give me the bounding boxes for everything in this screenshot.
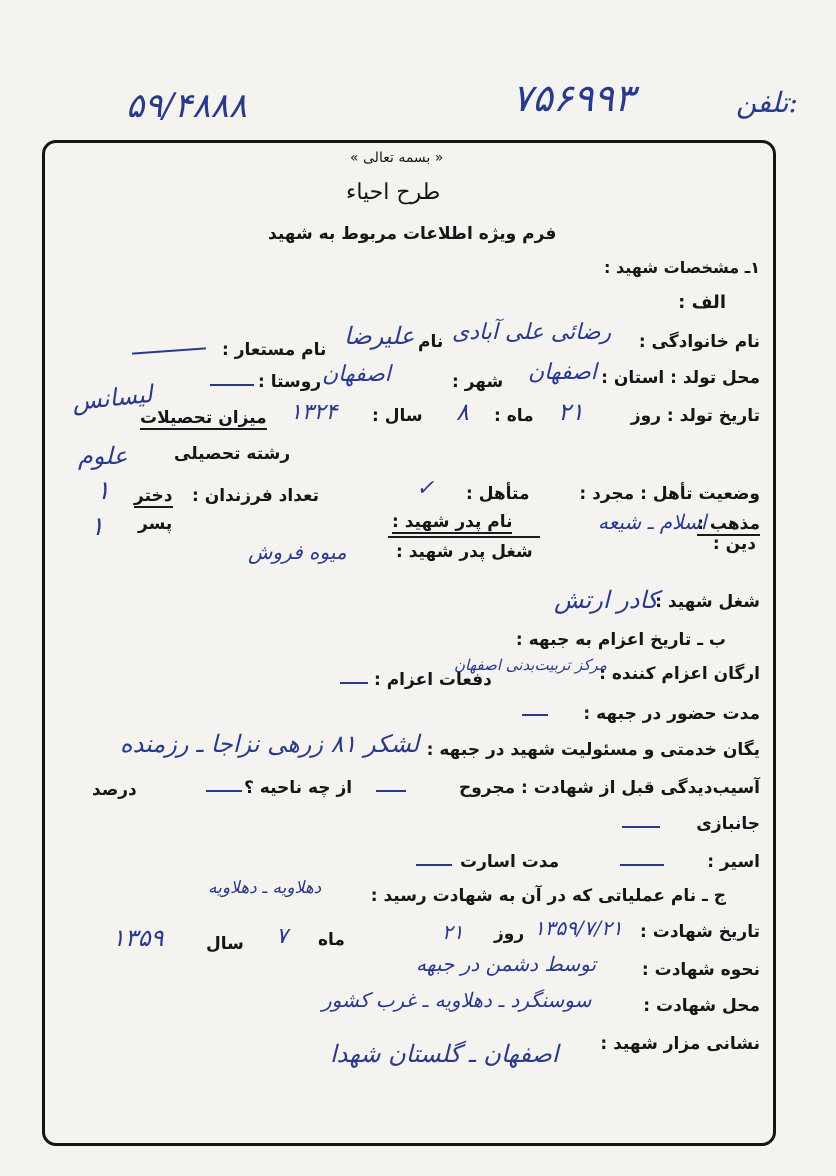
manner-value: توسط دشمن در جبهه (416, 952, 597, 976)
place-value: سوسنگرد ـ دهلاویه ـ غرب کشور (322, 988, 592, 1012)
captivity-value-dash (416, 864, 452, 866)
birth-month-label: ماه : (494, 406, 534, 426)
section-c-title: ج ـ نام عملیاتی که در آن به شهادت رسید : (370, 886, 726, 906)
martyr-month-value: ۷ (276, 924, 288, 949)
alef-label: الف : (678, 292, 726, 313)
birth-year-value: ۱۳۲۴ (290, 400, 338, 425)
injury-value-dash (376, 790, 406, 792)
where-label: از چه ناحیه ؟ (244, 778, 353, 798)
martyr-day-value: ۲۱ (442, 920, 464, 944)
place-label: محل شهادت : (643, 996, 760, 1016)
martyr-date-value: ۱۳۵۹/۷/۲۱ (534, 916, 623, 940)
son-value: ۱ (90, 512, 104, 542)
unit-label: یگان خدمتی و مسئولیت شهید در جبهه : (426, 740, 760, 760)
martyr-day-label: روز (494, 924, 525, 944)
section-b-title: ب ـ تاریخ اعزام به جبهه : (515, 630, 726, 650)
job-value: کادر ارتش (554, 586, 659, 614)
city-value: اصفهان (322, 362, 391, 387)
province-value: اصفهان (528, 360, 597, 385)
veteran-label: جانبازی (696, 814, 760, 834)
grave-label: نشانی مزار شهید : (600, 1034, 760, 1054)
archive-number-left: ۵۹/۴۸۸۸ (126, 86, 248, 126)
field-label: رشته تحصیلی (174, 444, 291, 464)
where-value-dash (206, 790, 242, 792)
father-job-value: میوه فروش (248, 540, 347, 564)
org-value: مرکز تربیت‌بدنی اصفهان (454, 656, 607, 674)
father-name-label: نام پدر شهید : (392, 512, 513, 532)
archive-number-center: ۷۵۶۹۹۳ (512, 76, 635, 120)
birth-day-value: ۲۱ (558, 398, 584, 426)
martyr-month-label: ماه (318, 930, 345, 950)
manner-label: نحوه شهادت : (641, 960, 760, 980)
family-label: نام خانوادگی : (638, 332, 760, 352)
daughter-label: دختر (134, 486, 173, 506)
martyr-year-label: سال (206, 934, 244, 954)
father-job-label: شغل پدر شهید : (396, 542, 533, 562)
veteran-value-dash (622, 826, 660, 828)
village-label: روستا : (258, 372, 322, 392)
duration-value-dash (522, 714, 548, 716)
village-value-dash (210, 384, 254, 386)
phone-label: تلفن: (736, 86, 798, 119)
duration-label: مدت حضور در جبهه : (583, 704, 760, 724)
birth-place-label: محل تولد : استان : (601, 368, 760, 388)
son-label: پسر (138, 514, 173, 534)
martyr-year-value: ۱۳۵۹ (112, 924, 164, 952)
org-label: ارگان اعزام کننده : (599, 664, 760, 684)
project-title: طرح احیاء (346, 180, 441, 205)
form-title: فرم ویژه اطلاعات مربوط به شهید (268, 224, 557, 244)
name-value: علیرضا (344, 322, 415, 350)
field-value: علوم (78, 442, 128, 470)
martyr-date-label: تاریخ شهادت : (640, 922, 760, 942)
education-label: میزان تحصیلات (140, 408, 267, 428)
religion-label: دین : (712, 534, 756, 554)
name-label: نام (418, 332, 444, 352)
family-value: رضائی علی آبادی (452, 320, 612, 345)
city-label: شهر : (452, 372, 504, 392)
father-name-underline (388, 536, 540, 538)
operation-value: دهلاویه ـ دهلاویه (208, 878, 322, 898)
married-value: ✓ (416, 476, 435, 501)
times-label: دفعات اعزام : (374, 670, 492, 690)
married-label: متأهل : (466, 484, 530, 504)
times-value-dash (340, 682, 368, 684)
captivity-label: مدت اسارت (460, 852, 560, 872)
children-label: تعداد فرزندان : (192, 486, 320, 506)
daughter-value: ۱ (96, 476, 110, 506)
unit-value: لشکر ۸۱ زرهی نزاجا ـ رزمنده (120, 730, 420, 758)
religion-value: اسلام ـ شیعه (598, 510, 707, 534)
captive-label: اسیر : (707, 852, 760, 872)
basmala: « بسمه تعالی » (350, 150, 444, 166)
birth-date-label: تاریخ تولد : روز (630, 406, 760, 426)
sect-label: مذهب : (697, 514, 760, 534)
marital-label: وضعیت تأهل : مجرد : (579, 484, 760, 504)
alias-label: نام مستعار : (222, 340, 327, 360)
section1-title: ۱ـ مشخصات شهید : (604, 258, 760, 277)
education-value: لیسانس (70, 379, 154, 417)
grave-value: اصفهان ـ گلستان شهدا (330, 1040, 559, 1068)
captive-value-dash (620, 864, 664, 866)
birth-year-label: سال : (372, 406, 423, 426)
injury-label: آسیب‌دیدگی قبل از شهادت : مجروح (458, 778, 760, 798)
percent-label: درصد (92, 780, 137, 800)
birth-month-value: ۸ (456, 398, 469, 426)
job-label: شغل شهید : (655, 592, 760, 612)
